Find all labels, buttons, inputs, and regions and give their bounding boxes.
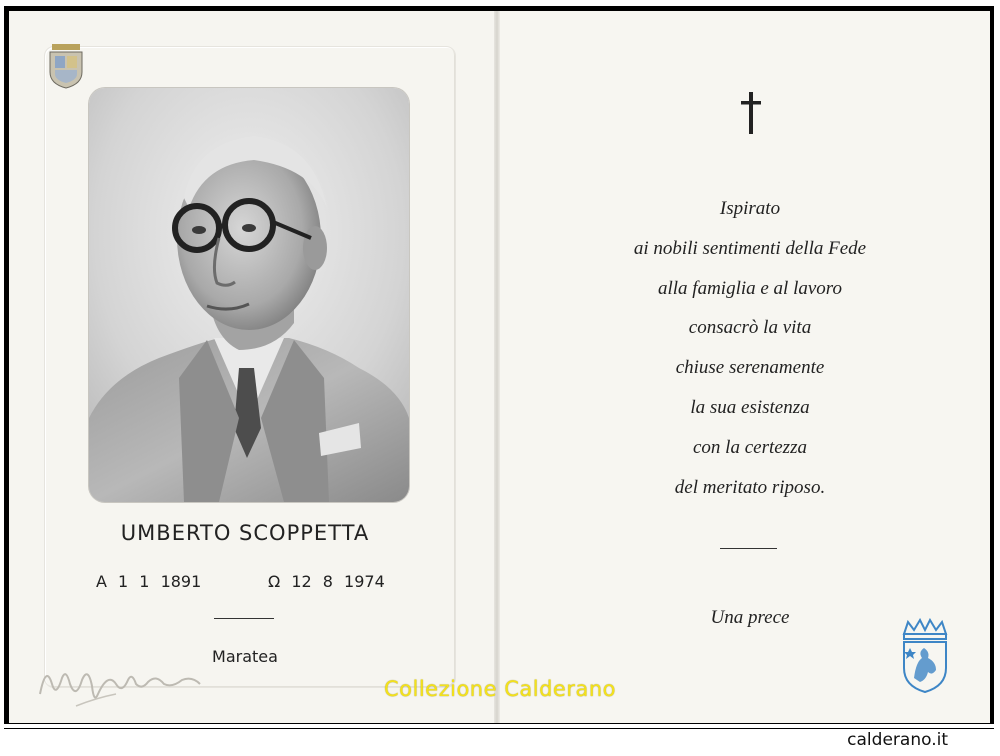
footer-bar	[4, 728, 994, 753]
deceased-name: UMBERTO SCOPPETTA	[120, 521, 370, 545]
coat-of-arms-icon	[898, 618, 952, 694]
verse-line: chiuse serenamente	[675, 357, 825, 379]
card-fold	[494, 11, 500, 723]
verse-line: ai nobili sentimenti della Fede	[633, 237, 867, 259]
divider-line	[214, 618, 274, 619]
portrait-photo	[89, 88, 409, 502]
site-credit: calderano.it	[847, 730, 948, 750]
birth-date: A 1 1 1891	[96, 572, 202, 591]
verse-line: del meritato riposo.	[674, 476, 826, 498]
coat-of-arms-icon	[46, 42, 86, 90]
place-name: Maratea	[212, 647, 278, 666]
verse-line: la sua esistenza	[690, 396, 810, 418]
verse-line: con la certezza	[693, 436, 807, 458]
closing-prayer: Una prece	[710, 607, 790, 628]
handwritten-signature	[36, 654, 206, 710]
memorial-verse	[560, 196, 940, 514]
verse-line: Ispirato	[719, 198, 781, 219]
collection-watermark: Collezione Calderano	[384, 677, 616, 701]
divider-line	[720, 548, 777, 549]
verse-line: consacrò la vita	[688, 317, 812, 339]
verse-line: alla famiglia e al lavoro	[657, 277, 842, 299]
death-date: Ω 12 8 1974	[268, 572, 385, 591]
latin-cross-icon	[740, 92, 762, 134]
